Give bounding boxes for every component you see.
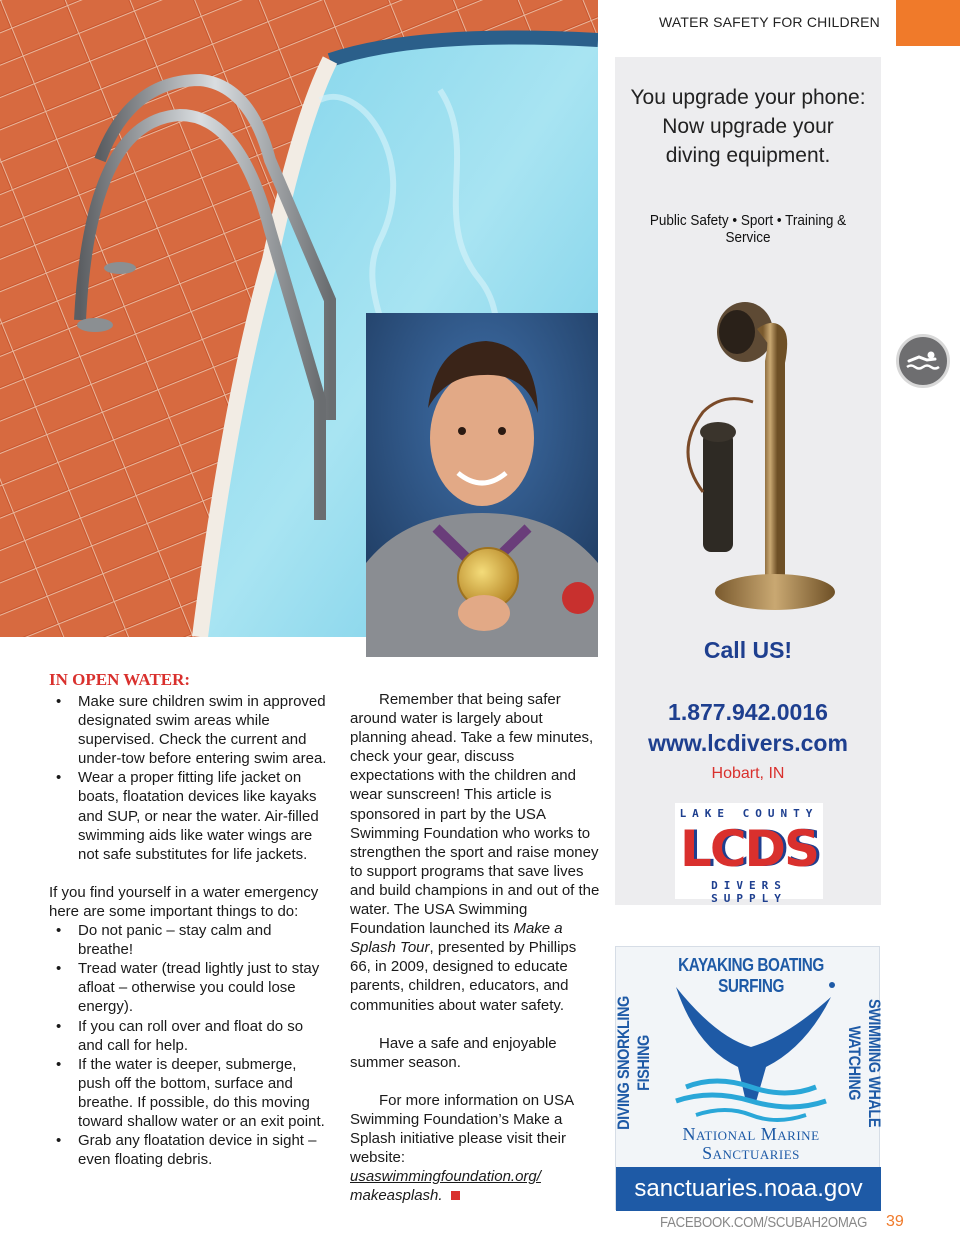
list-item: • If you can roll over and float do so and call for help. [49, 1017, 329, 1055]
orange-header-tab [896, 0, 960, 46]
emergency-list [49, 921, 329, 1169]
lcds-advertisement[interactable] [615, 57, 881, 905]
page-number: 39 [886, 1213, 904, 1230]
foundation-link-rest: makeasplash. [350, 1187, 443, 1205]
list-item: • Wear a proper fitting life jacket on boats, floatation devices like kayaks and SUP, or near the water. Air-filled swimming aids like water wings are not safe substitutes for life jackets. [49, 768, 329, 863]
whale-tail-icon [656, 977, 846, 1127]
open-water-list [49, 692, 329, 864]
ad-headline: You upgrade your phone: Now upgrade your diving equipment. [630, 86, 866, 167]
sanctuaries-url[interactable]: sanctuaries.noaa.gov [616, 1167, 881, 1211]
open-water-column [49, 670, 329, 1169]
candlestick-phone-icon [663, 292, 853, 622]
info-paragraph: For more information on USA Swimming Foundation’s Make a Splash initiative please visit their website: usaswimmingfoundation.org/ makeasplash. [350, 1091, 574, 1205]
phone-number[interactable]: 1.877.942.0016 [668, 699, 828, 725]
ad-tagline: Public Safety • Sport • Training & Service [649, 212, 847, 246]
location-text: Hobart, IN [711, 765, 785, 782]
open-water-heading: IN OPEN WATER: [49, 670, 191, 689]
article-column [350, 690, 600, 1205]
sanctuaries-name: National Marine Sanctuaries [682, 1124, 820, 1163]
swimmer-icon [896, 334, 950, 388]
planning-paragraph: Remember that being safer around water is largely about planning ahead. Take a few minutes, check your gear, discuss expectations with the children and wear sunscreen! This article is sponsored in part by the USA Swimming Foundation who works to strengthen the sport and raise money to support programs that save lives and build champions in and out of the water. The USA Swimming Foundation launched its Make a Splash Tour, presented by Phillips 66, in 2009, designed to educate parents, children, educators, and communities about water safety. [350, 691, 600, 1014]
list-item: • Make sure children swim in approved designated swim areas while supervised. Check the current and under-tow before entering swim area. [49, 692, 329, 768]
list-item: • Grab any floatation device in sight – even floating debris. [49, 1131, 329, 1169]
website-link[interactable]: www.lcdivers.com [648, 730, 848, 756]
footer-site[interactable]: FACEBOOK.COM/SCUBAH2OMAG [660, 1214, 868, 1231]
foundation-link[interactable]: usaswimmingfoundation.org/ [350, 1168, 541, 1186]
section-title: WATER SAFETY FOR CHILDREN [659, 14, 880, 30]
tour-name: Make a Splash Tour [350, 920, 563, 957]
list-item: • If the water is deeper, submerge, push off the bottom, surface and breathe. If possible, do this moving toward shallow water or an exit point. [49, 1055, 329, 1131]
activities-top: KAYAKING BOATING SURFING [678, 955, 824, 996]
activities-right: SWIMMING WHALE WATCHING [845, 998, 884, 1128]
noaa-sanctuaries-advertisement[interactable] [614, 946, 884, 1210]
list-item: • Do not panic – stay calm and breathe! [49, 921, 329, 959]
list-item: • Tread water (tread lightly just to stay afloat – otherwise you could lose energy). [49, 959, 329, 1016]
lcds-logo: LAKE COUNTY LCDS DIVERS SUPPLY [675, 803, 823, 899]
athlete-with-medal-photo [366, 313, 598, 657]
emergency-intro: If you find yourself in a water emergency here are some important things to do: [49, 883, 319, 920]
closing-paragraph: Have a safe and enjoyable summer season. [350, 1034, 557, 1071]
call-us-label: Call US! [703, 637, 793, 663]
activities-left: DIVING SNORKLING FISHING [614, 996, 653, 1130]
end-mark [451, 1191, 460, 1200]
